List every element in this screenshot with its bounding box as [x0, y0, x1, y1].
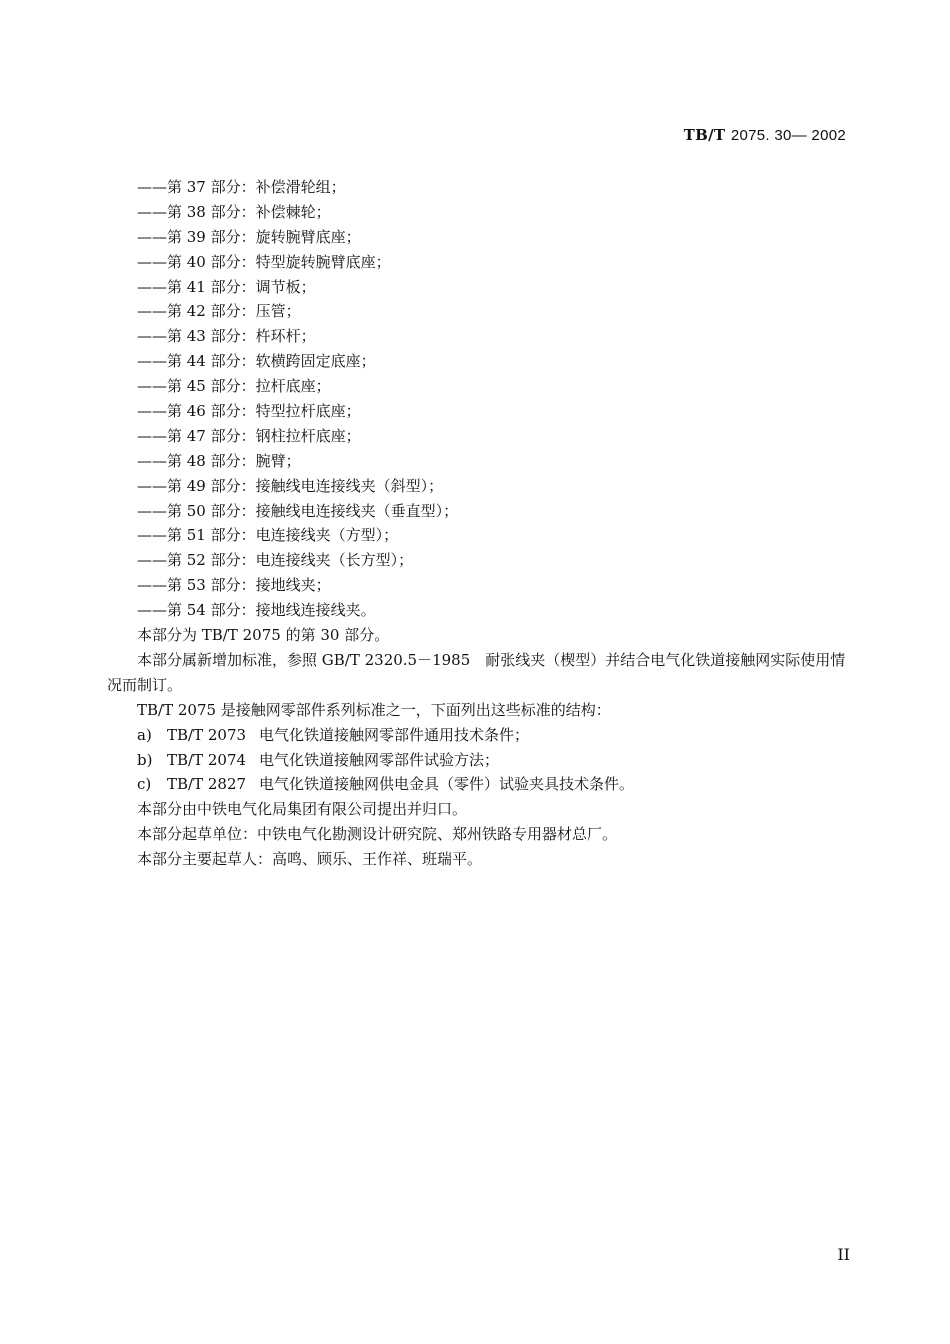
reference-statement: 本部分属新增加标准，参照 GB/T 2320.5－1985 耐张线夹（楔型）并结合电气化铁道接触网实际使用情况而制订。 — [107, 650, 846, 694]
parts-list — [137, 175, 857, 623]
drafting-unit-statement: 本部分起草单位：中铁电气化勘测设计研究院、郑州铁路专用器材总厂。 — [137, 825, 618, 844]
list-item: ——第 39 部分：旋转腕臂底座； — [137, 227, 361, 246]
reference-tag: a) — [137, 725, 152, 744]
reference-title: 电气化铁道接触网零部件通用技术条件； — [259, 725, 530, 744]
list-item: ——第 54 部分：接地线连接线夹。 — [137, 601, 376, 620]
list-item: ——第 45 部分：拉杆底座； — [137, 377, 331, 396]
reference-number: TB/T 2827 — [167, 775, 247, 794]
reference-item — [107, 748, 847, 773]
reference-number: TB/T 2073 — [167, 725, 247, 744]
foreword-body — [107, 623, 847, 872]
proposer-statement: 本部分由中铁电气化局集团有限公司提出并归口。 — [137, 800, 468, 819]
list-item: ——第 40 部分：特型旋转腕臂底座； — [137, 252, 391, 271]
list-item: ——第 53 部分：接地线夹； — [137, 576, 331, 595]
list-item: ——第 48 部分：腕臂； — [137, 451, 301, 470]
standard-separator: — — [791, 127, 812, 144]
list-item: ——第 38 部分：补偿棘轮； — [137, 202, 331, 221]
list-item: ——第 47 部分：钢柱拉杆底座； — [137, 426, 361, 445]
reference-tag: c) — [137, 775, 152, 794]
list-item: ——第 49 部分：接触线电连接线夹（斜型）； — [137, 476, 444, 495]
list-item: ——第 43 部分：杵环杆； — [137, 327, 316, 346]
reference-title: 电气化铁道接触网供电金具（零件）试验夹具技术条件。 — [259, 775, 635, 794]
list-item: ——第 41 部分：调节板； — [137, 277, 316, 296]
list-item: ——第 50 部分：接触线电连接线夹（垂直型）； — [137, 501, 459, 520]
part-statement: 本部分为 TB/T 2075 的第 30 部分。 — [137, 626, 390, 644]
list-item: ——第 42 部分：压管； — [137, 302, 301, 321]
series-statement: TB/T 2075 是接触网零部件系列标准之一，下面列出这些标准的结构： — [137, 700, 611, 719]
list-item: ——第 51 部分：电连接线夹（方型）； — [137, 526, 399, 545]
standard-code: TB/T — [683, 126, 726, 144]
standard-header — [684, 126, 846, 144]
reference-item — [107, 723, 847, 748]
reference-number: TB/T 2074 — [167, 750, 247, 769]
standard-number: 2075. 30 — [730, 127, 792, 144]
reference-tag: b) — [137, 750, 153, 769]
list-item: ——第 37 部分：补偿滑轮组； — [137, 178, 346, 196]
standard-year: 2002 — [811, 127, 846, 144]
drafters-statement: 本部分主要起草人：高鸣、顾乐、王作祥、班瑞平。 — [137, 850, 483, 869]
list-item: ——第 52 部分：电连接线夹（长方型）； — [137, 551, 414, 570]
reference-item — [107, 772, 847, 797]
list-item: ——第 44 部分：软横跨固定底座； — [137, 352, 376, 371]
page-number: II — [837, 1245, 850, 1264]
list-item: ——第 46 部分：特型拉杆底座； — [137, 402, 361, 421]
reference-title: 电气化铁道接触网零部件试验方法； — [259, 750, 500, 769]
